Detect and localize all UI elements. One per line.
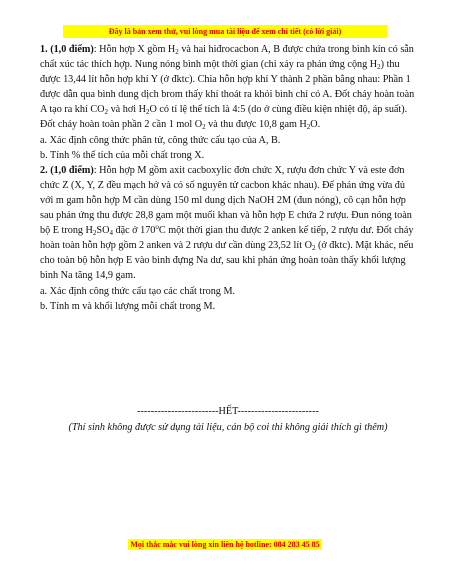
question-2-item-b: b. Tính m và khối lượng mỗi chất trong M. xyxy=(40,300,216,312)
question-1-points: (1,0 điểm) xyxy=(50,44,94,55)
hotline-footer xyxy=(0,539,450,550)
question-2-points: (1,0 điểm) xyxy=(50,164,94,176)
question-1-item-a: a. Xác định công thức phân tử, công thức cấu tạo của A, B. xyxy=(40,134,281,146)
question-2-item-a: a. Xác định công thức cấu tạo các chất trong M. xyxy=(40,285,236,297)
preview-banner: Đây là bản xem thử, vui lòng mua tài liệu để xem chi tiết (có lời giải) xyxy=(63,25,387,38)
question-1-number: 1. xyxy=(40,44,48,55)
question-1-text: 1. (1,0 điểm): Hỗn hợp X gồm $H_2$ và hai hiđrocacbon A, B được chứa trong bình kín có sẵn chất xúc tác thích hợp. Nung nóng bình một thời gian (chỉ xảy ra phản ứng cộng $H_2$) thu được 13,44 lít hỗn hợp khí Y (ở đktc). Chia hỗn hợp khí Y thành 2 phần bằng nhau: Phần 1 được dẫn qua bình dung dịch brom thấy khí thoát ra khỏi bình chỉ có A. Đốt cháy hoàn toàn A tạo ra khí $CO_2$ và hơi $H_2O$ có tỉ lệ thể tích là 4:5 (do ở cùng điều kiện nhiệt độ, áp suất). xyxy=(40,44,415,117)
question-1-item-b: b. Tính % thể tích của mỗi chất trong X. xyxy=(40,149,205,161)
end-marker: ------------------------HẾT------------------------ xyxy=(137,406,319,417)
question-2-text: 2. (1,0 điểm): Hỗn hợp M gồm axit cacboxylic đơn chức X, rượu đơn chức Y và este đơn chức Z (X, Y, Z đều mạch hở và có số nguyên tử cacbon khác nhau). Để phản ứng vừa đủ với m gam hỗn hợp M cần dùng 150 ml dung dịch NaOH 2M (đun nóng), cô cạn hỗn hợp sau phản ứng thu được 28,8 gam một muối khan và hỗn hợp E chứa 2 rượu. Đun nóng toàn bộ E trong $H_2SO_4$ đặc ở 170$^o$C một thời gian thu được 2 anken kế tiếp, 2 rượu dư. Đốt cháy hoàn toàn hỗn hợp gồm 2 anken và 2 rượu dư cần dùng 23,52 lít $O_2$ (ở đktc). Mặt khác, nếu cho toàn bộ hỗn hợp E vào bình đựng Na dư, sau khi phản ứng hoàn toàn thấy khối lượng bình Na tăng 14,9 gam. xyxy=(40,164,414,282)
exam-content xyxy=(40,42,416,314)
question-1-part-2-line: Đốt cháy hoàn toàn phần 2 cần 1 mol $O_2$ và thu được 10,8 gam $H_2O$. xyxy=(40,119,321,132)
question-2-number: 2. xyxy=(40,164,48,176)
hotline-text: Mọi thắc mắc vui lòng xin liên hệ hotline: 084 283 45 85 xyxy=(130,540,320,549)
exam-note: (Thí sinh không được sử dụng tài liệu, cán bộ coi thi không giải thích gì thêm) xyxy=(68,422,388,433)
